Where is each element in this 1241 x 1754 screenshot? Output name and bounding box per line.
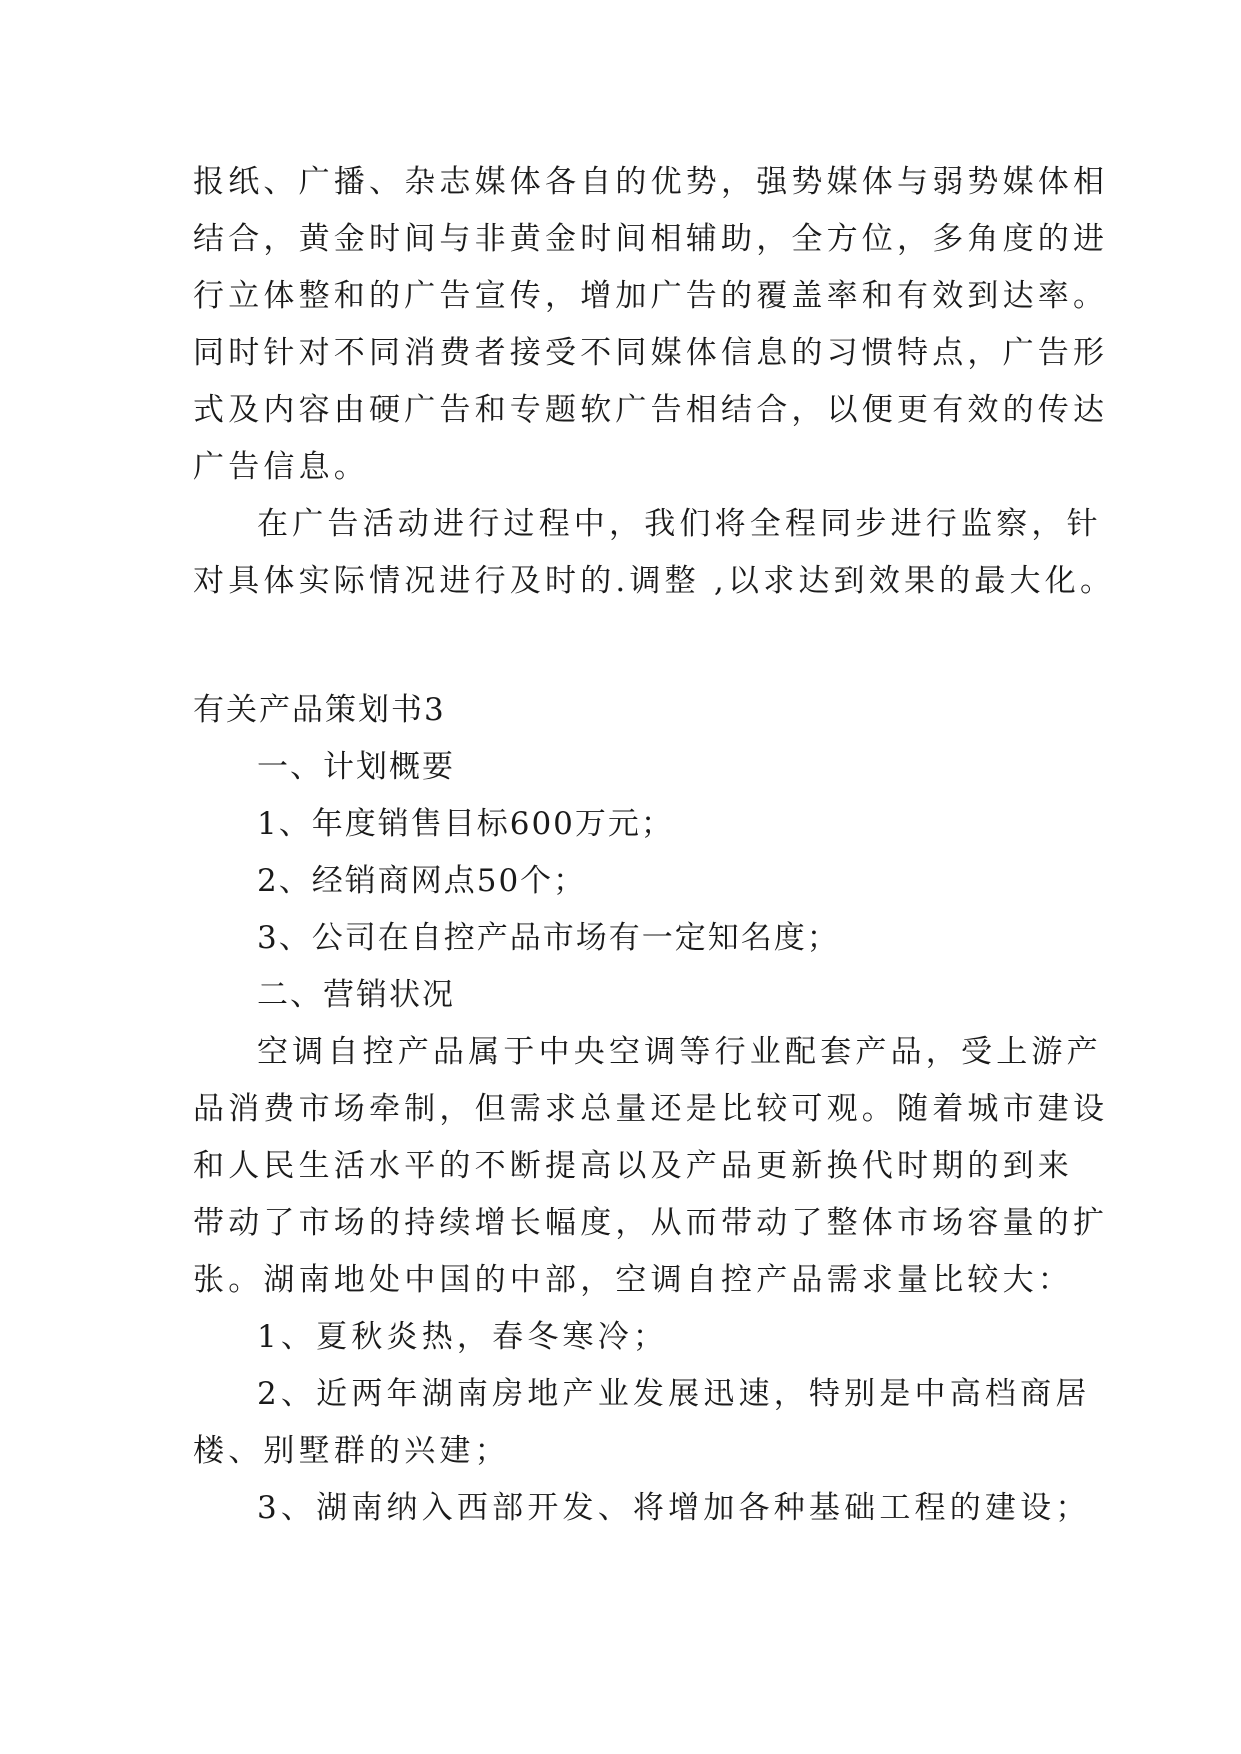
list-item: 3、公司在自控产品市场有一定知名度； — [257, 920, 840, 956]
list-item — [193, 1366, 1091, 1480]
section-title: 有关产品策划书3 — [193, 692, 446, 728]
text-line: 楼、别墅群的兴建； — [193, 1433, 510, 1469]
plan-list — [193, 796, 1063, 967]
list-item: 1、夏秋炎热，春冬寒冷； — [257, 1319, 669, 1355]
text-line: 2、近两年湖南房地产业发展迅速，特别是中高档商居 — [257, 1376, 1091, 1412]
list-item: 2、经销商网点50个； — [257, 863, 587, 899]
document-page — [193, 154, 1116, 1537]
text-line: 同时针对不同消费者接受不同媒体信息的习惯特点，广告形 — [193, 335, 1109, 371]
paragraph-monitoring — [193, 496, 1116, 610]
text-line: 广告信息。 — [193, 449, 369, 485]
text-line: 空调自控产品属于中央空调等行业配套产品，受上游产 — [257, 1034, 1102, 1070]
paragraph-media-strategy — [193, 154, 1109, 496]
text-line: 和人民生活水平的不断提高以及产品更新换代时期的到来 — [193, 1148, 1073, 1184]
list-item: 1、年度销售目标600万元； — [257, 806, 674, 842]
heading-plan-overview: 一、计划概要 — [257, 749, 455, 785]
list-item: 3、湖南纳入西部开发、将增加各种基础工程的建设； — [257, 1490, 1091, 1526]
text-line: 结合，黄金时间与非黄金时间相辅助，全方位，多角度的进 — [193, 221, 1109, 257]
text-line: 张。湖南地处中国的中部，空调自控产品需求量比较大： — [193, 1262, 1073, 1298]
text-line: 报纸、广播、杂志媒体各自的优势，强势媒体与弱势媒体相 — [193, 164, 1109, 200]
text-line: 品消费市场牵制，但需求总量还是比较可观。随着城市建设 — [193, 1091, 1109, 1127]
text-line: 对具体实际情况进行及时的.调整 ,以求达到效果的最大化。 — [193, 563, 1116, 599]
text-line: 式及内容由硬广告和专题软广告相结合，以便更有效的传达 — [193, 392, 1109, 428]
text-line: 行立体整和的广告宣传，增加广告的覆盖率和有效到达率。 — [193, 278, 1109, 314]
text-line: 带动了市场的持续增长幅度，从而带动了整体市场容量的扩 — [193, 1205, 1109, 1241]
section-spacer — [193, 610, 1063, 682]
heading-marketing-status: 二、营销状况 — [257, 977, 455, 1013]
text-line: 在广告活动进行过程中，我们将全程同步进行监察，针 — [257, 506, 1102, 542]
paragraph-market — [193, 1024, 1109, 1309]
